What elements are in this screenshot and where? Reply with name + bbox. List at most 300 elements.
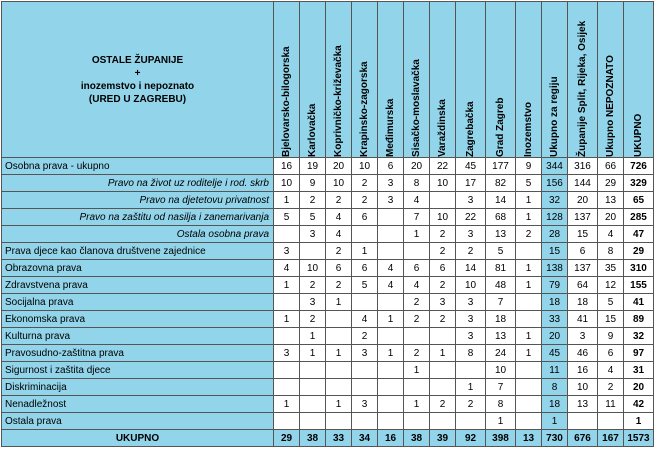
column-header xyxy=(404,2,430,158)
table-row xyxy=(2,396,654,413)
value-cell: 14 xyxy=(456,260,486,277)
value-cell: 3 xyxy=(378,175,404,192)
column-header-label: Županije Split, Rijeka, Osijek xyxy=(577,20,588,157)
column-header xyxy=(378,2,404,158)
row-total-cell: 329 xyxy=(624,175,654,192)
value-cell xyxy=(274,294,300,311)
value-cell: 3 xyxy=(378,192,404,209)
value-cell: 20 xyxy=(598,209,624,226)
value-cell xyxy=(378,328,404,345)
column-header-label: Bjelovarsko-bilogorska xyxy=(281,45,292,157)
value-cell: 10 xyxy=(430,209,456,226)
value-cell xyxy=(378,379,404,396)
value-cell: 12 xyxy=(598,277,624,294)
value-cell: 10 xyxy=(326,175,352,192)
value-cell: 2 xyxy=(430,396,456,413)
value-cell: 3 xyxy=(274,243,300,260)
value-cell: 64 xyxy=(568,277,598,294)
value-cell: 2 xyxy=(404,345,430,362)
value-cell xyxy=(274,362,300,379)
column-header xyxy=(486,2,516,158)
row-total-cell: 285 xyxy=(624,209,654,226)
row-label: Ekonomska prava xyxy=(2,311,274,328)
value-cell: 8 xyxy=(456,345,486,362)
value-cell: 79 xyxy=(542,277,568,294)
column-header xyxy=(516,2,542,158)
value-cell xyxy=(378,413,404,430)
value-cell xyxy=(300,396,326,413)
value-cell xyxy=(430,379,456,396)
value-cell: 10 xyxy=(486,362,516,379)
value-cell: 2 xyxy=(456,396,486,413)
value-cell: 7 xyxy=(404,209,430,226)
header-row xyxy=(2,2,654,158)
column-header xyxy=(352,2,378,158)
value-cell xyxy=(404,243,430,260)
value-cell: 15 xyxy=(542,243,568,260)
value-cell: 1 xyxy=(300,328,326,345)
value-cell: 2 xyxy=(300,277,326,294)
row-total-cell: 41 xyxy=(624,294,654,311)
row-label: Ostala osobna prava xyxy=(2,226,274,243)
value-cell: 4 xyxy=(274,260,300,277)
value-cell: 46 xyxy=(568,345,598,362)
value-cell xyxy=(300,413,326,430)
value-cell: 3 xyxy=(456,328,486,345)
value-cell: 18 xyxy=(568,294,598,311)
value-cell: 2 xyxy=(352,328,378,345)
table-row xyxy=(2,260,654,277)
value-cell: 1 xyxy=(378,345,404,362)
table-row xyxy=(2,413,654,430)
value-cell: 10 xyxy=(274,175,300,192)
row-total-cell: 1 xyxy=(624,413,654,430)
value-cell: 2 xyxy=(404,311,430,328)
value-cell xyxy=(326,311,352,328)
value-cell: 20 xyxy=(326,158,352,175)
table-row xyxy=(2,345,654,362)
value-cell: 19 xyxy=(300,158,326,175)
column-header xyxy=(300,2,326,158)
value-cell: 2 xyxy=(300,311,326,328)
row-total-cell: 31 xyxy=(624,362,654,379)
value-cell: 1 xyxy=(516,192,542,209)
value-cell xyxy=(326,413,352,430)
value-cell xyxy=(456,413,486,430)
total-value-cell: 33 xyxy=(326,430,352,447)
value-cell: 14 xyxy=(486,192,516,209)
total-value-cell: 167 xyxy=(598,430,624,447)
value-cell: 4 xyxy=(352,311,378,328)
value-cell: 13 xyxy=(486,226,516,243)
value-cell: 10 xyxy=(456,277,486,294)
value-cell: 3 xyxy=(300,294,326,311)
value-cell: 1 xyxy=(378,311,404,328)
value-cell xyxy=(430,328,456,345)
value-cell: 18 xyxy=(486,311,516,328)
value-cell: 177 xyxy=(486,158,516,175)
value-cell: 17 xyxy=(456,175,486,192)
value-cell xyxy=(352,379,378,396)
value-cell: 16 xyxy=(568,362,598,379)
table-row xyxy=(2,277,654,294)
total-value-cell: 29 xyxy=(274,430,300,447)
value-cell xyxy=(326,362,352,379)
value-cell: 2 xyxy=(430,277,456,294)
column-header-label: Inozemstvo xyxy=(523,101,534,157)
value-cell: 4 xyxy=(404,277,430,294)
value-cell: 11 xyxy=(598,396,624,413)
value-cell xyxy=(516,362,542,379)
value-cell xyxy=(326,379,352,396)
value-cell: 10 xyxy=(430,175,456,192)
value-cell: 316 xyxy=(568,158,598,175)
value-cell: 24 xyxy=(486,345,516,362)
value-cell: 6 xyxy=(568,243,598,260)
value-cell: 4 xyxy=(326,226,352,243)
value-cell: 10 xyxy=(352,158,378,175)
value-cell: 82 xyxy=(486,175,516,192)
value-cell: 4 xyxy=(598,362,624,379)
value-cell xyxy=(352,362,378,379)
value-cell: 6 xyxy=(378,158,404,175)
value-cell xyxy=(430,362,456,379)
value-cell: 3 xyxy=(274,345,300,362)
value-cell xyxy=(430,413,456,430)
table-body xyxy=(2,158,654,430)
value-cell: 1 xyxy=(274,277,300,294)
value-cell xyxy=(404,379,430,396)
value-cell: 4 xyxy=(378,260,404,277)
value-cell xyxy=(378,243,404,260)
value-cell: 9 xyxy=(300,175,326,192)
value-cell xyxy=(568,413,598,430)
column-header-label: Krapinsko-zagorska xyxy=(359,60,370,157)
value-cell: 137 xyxy=(568,260,598,277)
column-header xyxy=(326,2,352,158)
value-cell: 1 xyxy=(516,277,542,294)
value-cell: 20 xyxy=(542,328,568,345)
table-row xyxy=(2,192,654,209)
value-cell: 1 xyxy=(430,345,456,362)
value-cell: 5 xyxy=(486,243,516,260)
value-cell: 2 xyxy=(404,294,430,311)
value-cell: 8 xyxy=(486,396,516,413)
table-row xyxy=(2,379,654,396)
row-label: Diskriminacija xyxy=(2,379,274,396)
value-cell: 128 xyxy=(542,209,568,226)
value-cell: 6 xyxy=(598,345,624,362)
value-cell xyxy=(274,328,300,345)
value-cell: 18 xyxy=(542,396,568,413)
value-cell xyxy=(516,294,542,311)
total-value-cell: 676 xyxy=(568,430,598,447)
row-label: Pravo na djetetovu privatnost xyxy=(2,192,274,209)
value-cell: 6 xyxy=(352,209,378,226)
value-cell: 156 xyxy=(542,175,568,192)
value-cell: 138 xyxy=(542,260,568,277)
row-total-cell: 20 xyxy=(624,379,654,396)
value-cell: 2 xyxy=(300,192,326,209)
value-cell: 344 xyxy=(542,158,568,175)
row-total-cell: 310 xyxy=(624,260,654,277)
value-cell: 1 xyxy=(326,396,352,413)
row-label: Obrazovna prava xyxy=(2,260,274,277)
column-header-label: Karlovačka xyxy=(307,103,318,157)
column-header-label: UKUPNO xyxy=(633,113,644,157)
row-label: Nenadležnost xyxy=(2,396,274,413)
column-header xyxy=(598,2,624,158)
table-row xyxy=(2,328,654,345)
value-cell: 28 xyxy=(542,226,568,243)
value-cell: 35 xyxy=(598,260,624,277)
value-cell: 66 xyxy=(598,158,624,175)
value-cell xyxy=(516,396,542,413)
total-value-cell: 39 xyxy=(430,430,456,447)
value-cell: 5 xyxy=(300,209,326,226)
value-cell: 13 xyxy=(598,192,624,209)
value-cell: 11 xyxy=(542,362,568,379)
total-value-cell: 730 xyxy=(542,430,568,447)
total-value-cell: 34 xyxy=(352,430,378,447)
value-cell: 2 xyxy=(598,379,624,396)
column-header xyxy=(542,2,568,158)
value-cell: 1 xyxy=(274,311,300,328)
row-label: Kulturna prava xyxy=(2,328,274,345)
value-cell xyxy=(516,311,542,328)
row-total-cell: 42 xyxy=(624,396,654,413)
value-cell: 20 xyxy=(404,158,430,175)
value-cell: 4 xyxy=(326,209,352,226)
value-cell xyxy=(378,209,404,226)
value-cell: 1 xyxy=(326,294,352,311)
value-cell xyxy=(378,362,404,379)
value-cell xyxy=(352,226,378,243)
table-row xyxy=(2,226,654,243)
value-cell xyxy=(516,243,542,260)
value-cell: 3 xyxy=(352,396,378,413)
row-label: Osobna prava - ukupno xyxy=(2,158,274,175)
value-cell: 2 xyxy=(326,243,352,260)
row-label: Pravo na zaštitu od nasilja i zanemarivanja xyxy=(2,209,274,226)
value-cell: 4 xyxy=(378,277,404,294)
value-cell: 5 xyxy=(274,209,300,226)
column-header xyxy=(274,2,300,158)
row-total-cell: 65 xyxy=(624,192,654,209)
value-cell: 5 xyxy=(516,175,542,192)
value-cell: 13 xyxy=(568,396,598,413)
value-cell: 6 xyxy=(326,260,352,277)
value-cell xyxy=(352,413,378,430)
value-cell: 18 xyxy=(542,294,568,311)
row-total-cell: 47 xyxy=(624,226,654,243)
row-label: Prava djece kao članova društvene zajednice xyxy=(2,243,274,260)
total-value-cell: 38 xyxy=(300,430,326,447)
value-cell: 1 xyxy=(516,328,542,345)
value-cell: 3 xyxy=(456,226,486,243)
value-cell: 5 xyxy=(598,294,624,311)
value-cell: 3 xyxy=(456,311,486,328)
table-row xyxy=(2,158,654,175)
value-cell: 1 xyxy=(300,345,326,362)
value-cell: 2 xyxy=(430,243,456,260)
value-cell: 20 xyxy=(568,192,598,209)
column-header xyxy=(568,2,598,158)
table-title-cell xyxy=(2,2,274,158)
table-row xyxy=(2,243,654,260)
value-cell: 48 xyxy=(486,277,516,294)
value-cell: 1 xyxy=(542,413,568,430)
value-cell xyxy=(378,294,404,311)
value-cell: 22 xyxy=(430,158,456,175)
value-cell: 6 xyxy=(404,260,430,277)
value-cell xyxy=(326,328,352,345)
value-cell: 2 xyxy=(352,175,378,192)
value-cell: 1 xyxy=(404,396,430,413)
column-header-label: Zagrebačka xyxy=(465,100,476,157)
value-cell: 1 xyxy=(516,345,542,362)
row-total-cell: 155 xyxy=(624,277,654,294)
value-cell: 4 xyxy=(598,226,624,243)
value-cell: 33 xyxy=(542,311,568,328)
value-cell xyxy=(274,379,300,396)
value-cell xyxy=(300,243,326,260)
value-cell: 22 xyxy=(456,209,486,226)
value-cell: 3 xyxy=(352,345,378,362)
value-cell: 2 xyxy=(326,277,352,294)
value-cell: 1 xyxy=(516,209,542,226)
value-cell: 10 xyxy=(300,260,326,277)
value-cell: 1 xyxy=(274,396,300,413)
value-cell: 7 xyxy=(486,294,516,311)
value-cell: 29 xyxy=(598,175,624,192)
value-cell xyxy=(274,413,300,430)
column-header xyxy=(430,2,456,158)
value-cell xyxy=(378,226,404,243)
value-cell: 45 xyxy=(456,158,486,175)
value-cell: 1 xyxy=(274,192,300,209)
row-label: Socijalna prava xyxy=(2,294,274,311)
total-row xyxy=(2,430,654,447)
value-cell: 1 xyxy=(404,362,430,379)
column-header-label: Grad Zagreb xyxy=(495,97,506,157)
value-cell: 137 xyxy=(568,209,598,226)
row-total-cell: 97 xyxy=(624,345,654,362)
value-cell: 13 xyxy=(486,328,516,345)
value-cell: 15 xyxy=(598,311,624,328)
table-row xyxy=(2,362,654,379)
value-cell: 16 xyxy=(274,158,300,175)
column-header-label: Sisačko-moslavačka xyxy=(411,58,422,157)
value-cell: 1 xyxy=(456,379,486,396)
value-cell: 3 xyxy=(456,192,486,209)
table-row xyxy=(2,294,654,311)
value-cell xyxy=(300,362,326,379)
value-cell: 32 xyxy=(542,192,568,209)
value-cell: 9 xyxy=(598,328,624,345)
total-value-cell: 1573 xyxy=(624,430,654,447)
row-total-cell: 32 xyxy=(624,328,654,345)
value-cell: 7 xyxy=(486,379,516,396)
value-cell: 10 xyxy=(568,379,598,396)
row-label: Pravo na život uz roditelje i rod. skrb xyxy=(2,175,274,192)
value-cell: 3 xyxy=(456,294,486,311)
value-cell: 2 xyxy=(326,192,352,209)
column-header-label: Ukupno NEPOZNATO xyxy=(605,54,616,157)
row-label: Zdravstvena prava xyxy=(2,277,274,294)
column-header-label: Varaždinska xyxy=(437,98,448,157)
value-cell: 3 xyxy=(430,294,456,311)
total-value-cell: 38 xyxy=(404,430,430,447)
table-title: OSTALE ŽUPANIJE + inozemstvo i nepoznato (URED U ZAGREBU) xyxy=(80,54,195,105)
total-value-cell: 13 xyxy=(516,430,542,447)
value-cell: 81 xyxy=(486,260,516,277)
total-value-cell: 92 xyxy=(456,430,486,447)
value-cell: 3 xyxy=(568,328,598,345)
value-cell: 2 xyxy=(456,243,486,260)
row-total-cell: 89 xyxy=(624,311,654,328)
value-cell: 4 xyxy=(404,192,430,209)
value-cell xyxy=(404,413,430,430)
value-cell: 2 xyxy=(352,192,378,209)
value-cell: 2 xyxy=(516,226,542,243)
value-cell: 1 xyxy=(326,345,352,362)
value-cell: 1 xyxy=(352,243,378,260)
value-cell: 45 xyxy=(542,345,568,362)
value-cell xyxy=(404,328,430,345)
value-cell xyxy=(300,379,326,396)
value-cell: 41 xyxy=(568,311,598,328)
value-cell xyxy=(274,226,300,243)
value-cell: 8 xyxy=(404,175,430,192)
value-cell: 15 xyxy=(568,226,598,243)
table-row xyxy=(2,209,654,226)
total-value-cell: 16 xyxy=(378,430,404,447)
value-cell: 1 xyxy=(404,226,430,243)
column-header xyxy=(456,2,486,158)
value-cell xyxy=(378,396,404,413)
table-row xyxy=(2,175,654,192)
value-cell: 8 xyxy=(542,379,568,396)
value-cell: 5 xyxy=(352,277,378,294)
value-cell xyxy=(352,294,378,311)
value-cell: 2 xyxy=(430,311,456,328)
column-header-label: Koprivničko-križevačka xyxy=(333,44,344,157)
row-label: Sigurnost i zaštita djece xyxy=(2,362,274,379)
value-cell: 1 xyxy=(486,413,516,430)
value-cell: 1 xyxy=(516,260,542,277)
table-row xyxy=(2,311,654,328)
value-cell: 6 xyxy=(352,260,378,277)
value-cell xyxy=(456,362,486,379)
value-cell: 3 xyxy=(300,226,326,243)
column-header-label: Međimurska xyxy=(385,98,396,157)
row-label: Ostala prava xyxy=(2,413,274,430)
row-total-cell: 29 xyxy=(624,243,654,260)
value-cell: 6 xyxy=(430,260,456,277)
row-total-cell: 726 xyxy=(624,158,654,175)
total-value-cell: 398 xyxy=(486,430,516,447)
value-cell xyxy=(516,379,542,396)
value-cell: 2 xyxy=(430,226,456,243)
value-cell: 8 xyxy=(598,243,624,260)
column-header xyxy=(624,2,654,158)
statistics-table xyxy=(1,1,654,447)
value-cell xyxy=(516,413,542,430)
row-label: Pravosudno-zaštitna prava xyxy=(2,345,274,362)
total-label: UKUPNO xyxy=(2,430,274,447)
column-header-label: Ukupno za regiju xyxy=(549,75,560,157)
